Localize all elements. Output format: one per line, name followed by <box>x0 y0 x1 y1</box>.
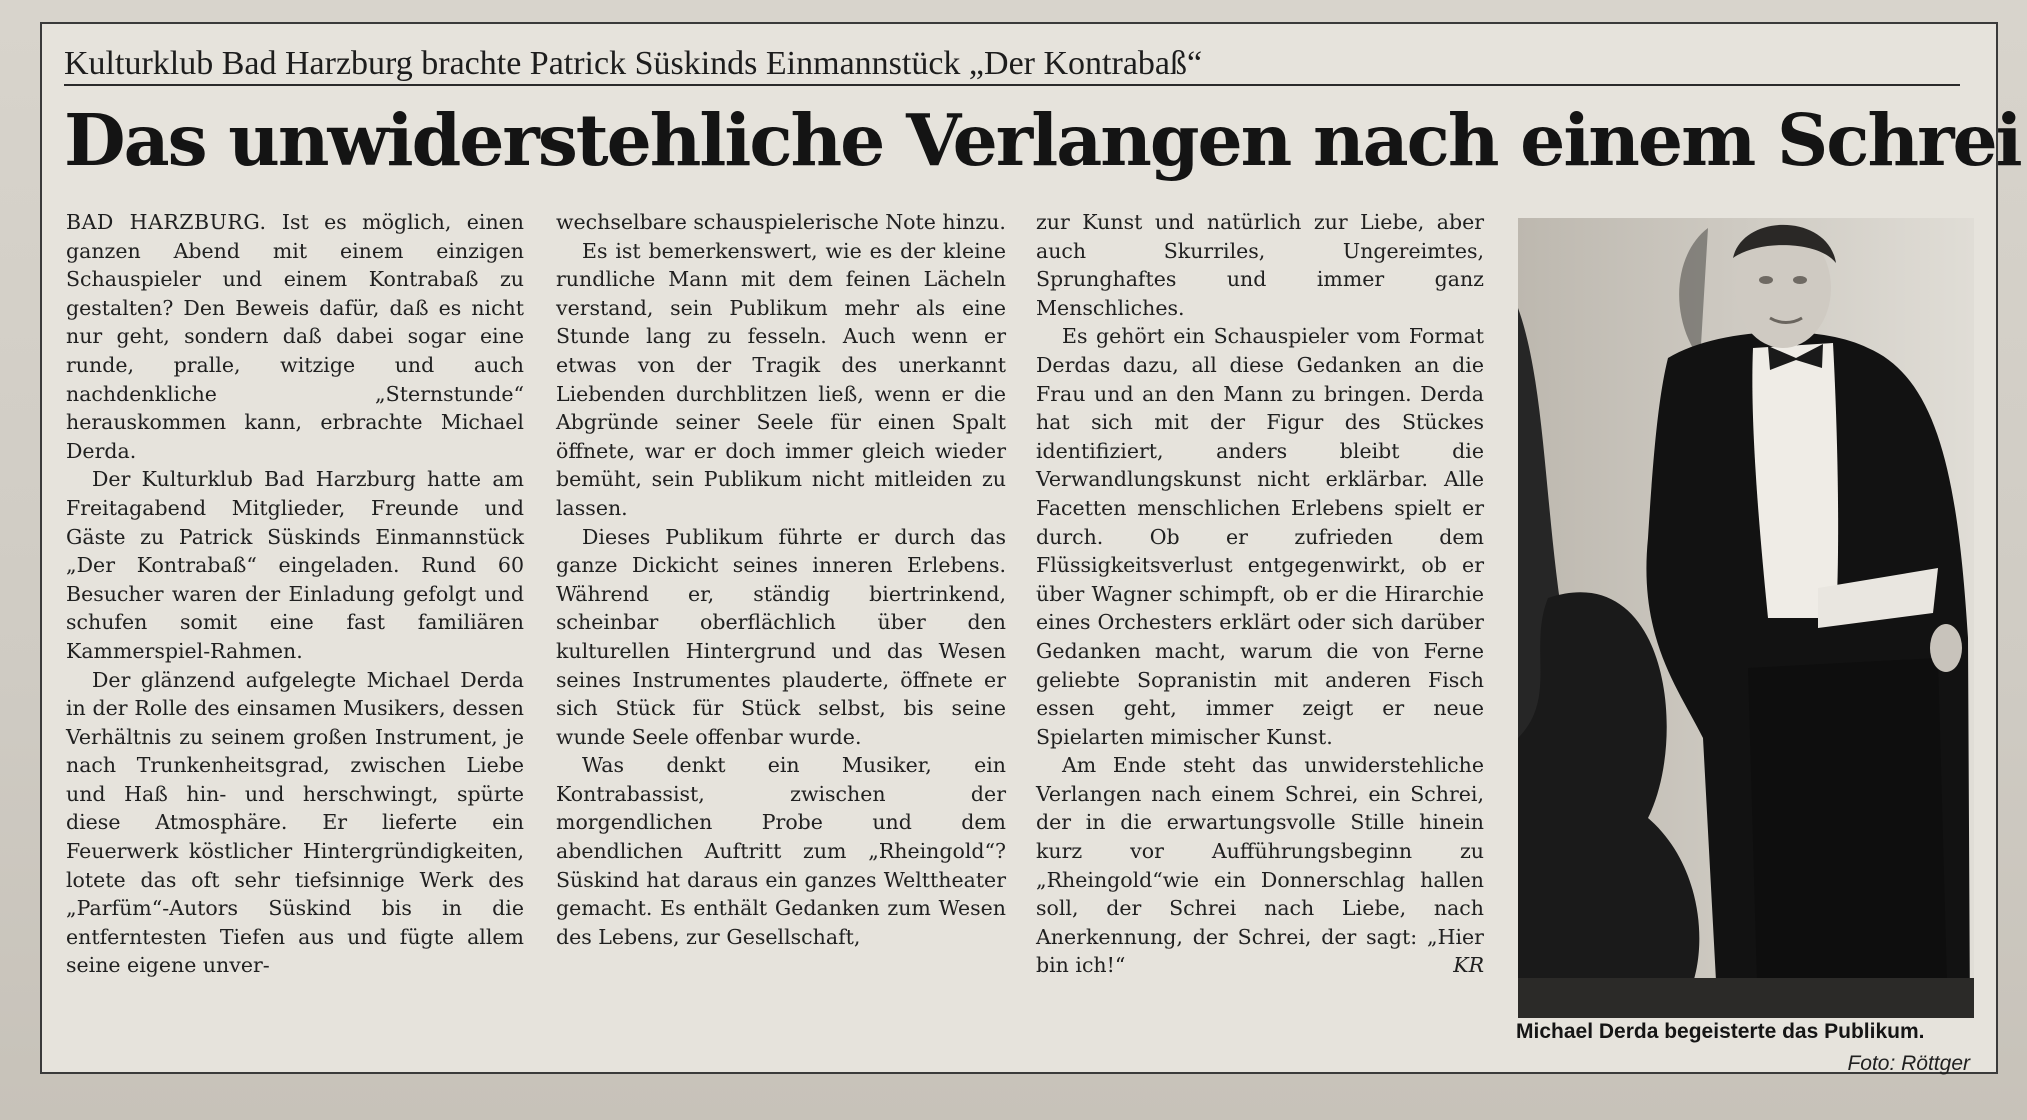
paragraph: Der Kulturklub Bad Harzburg hatte am Freitagabend Mitglieder, Freunde und Gäste zu Patrick Süskinds Einmannstück „Der Kontrabaß“ eingeladen. Rund 60 Besucher waren der Einladung gefolgt und schufen somit eine fast familiären Kammerspiel-Rahmen. <box>66 467 524 663</box>
paragraph: Es ist bemerkenswert, wie es der kleine rundliche Mann mit dem feinen Lächeln verstand, sein Publikum mehr als eine Stunde lang zu fesseln. Auch wenn er etwas von der Tragik des unerkannt Liebenden durchblitzen ließ, wenn er die Abgründe seiner Seele für einen Spalt öffnete, war er doch immer gleich wieder bemüht, sein Publikum nicht mitleiden zu lassen. <box>556 238 1006 520</box>
paragraph <box>66 208 524 465</box>
paragraph-text: Ist es möglich, einen ganzen Abend mit einem einzigen Schauspieler und einem Kontrabaß zu gestalten? Den Beweis dafür, daß es nicht nur geht, sondern daß dabei sogar eine runde, pralle, witzige und auch nachdenkliche „Sternstunde“ herauskommen kann, erbrachte Michael Derda. <box>66 210 524 463</box>
author-signature: KR <box>1453 953 1484 978</box>
paragraph: Dieses Publikum führte er durch das ganze Dickicht seines inneren Erlebens. Während er, ständig biertrinkend, scheinbar oberflächlich über den kulturellen Hintergrund und das Wesen seines Instrumentes plauderte, öffnete er sich Stück für Stück selbst, bis seine wunde Seele offenbar wurde. <box>556 524 1006 749</box>
article-photo <box>1518 218 1974 1018</box>
text-column-1 <box>66 208 524 980</box>
paragraph: zur Kunst und natürlich zur Liebe, aber auch Skurriles, Ungereimtes, Sprunghaftes und immer ganz Menschliches. <box>1036 210 1484 320</box>
paragraph: Es gehört ein Schauspieler vom Format Derdas dazu, all diese Gedanken an die Frau und an den Mann zu bringen. Derda hat sich mit der Figur des Stückes identifiziert, anders bleibt die Verwandlungskunst nicht erklärbar. Alle Facetten menschlichen Erlebens spielt er durch. Ob er zufrieden dem Flüssigkeitsverlust entgegenwirkt, ob er über Wagner schimpft, ob er die Hirarchie eines Orchesters erklärt oder sich darüber Gedanken macht, warum die von Ferne geliebte Sopranistin mit anderen Fisch essen geht, immer zeigt er neue Spielarten mimischer Kunst. <box>1036 324 1484 749</box>
paragraph-text: Am Ende steht das unwiderstehliche Verlangen nach einem Schrei, ein Schrei, der in die erwartungsvolle Stille hinein kurz vor Aufführungsbeginn zu „Rheingold“wie ein Donnerschlag hallen soll, der Schrei nach Liebe, nach Anerkennung, der Schrei, der sagt: „Hier bin ich!“ <box>1036 753 1484 978</box>
paragraph: Der glänzend aufgelegte Michael Derda in der Rolle des einsamen Musikers, dessen Verhältnis zu seinem großen Instrument, je nach Trunkenheitsgrad, zwischen Liebe und Haß hin- und herschwingt, spürte diese Atmosphäre. Er lieferte ein Feuerwerk köstlicher Hintergründigkeiten, lotete das oft sehr tiefsinnige Werk des „Parfüm“-Autors Süskind bis in die entferntesten Tiefen aus und fügte allem seine eigene unver- <box>66 667 524 978</box>
text-column-2 <box>556 208 1006 951</box>
paragraph: wechselbare schauspielerische Note hinzu. <box>556 210 1006 234</box>
photo-credit: Foto: Röttger <box>1847 1052 1970 1075</box>
paragraph: Was denkt ein Musiker, ein Kontrabassist, zwischen der morgendlichen Probe und dem abendlichen Auftritt zum „Rheingold“? Süskind hat daraus ein ganzes Welttheater gemacht. Es enthält Gedanken zum Wesen des Lebens, zur Gesellschaft, <box>556 753 1006 949</box>
photo-caption: Michael Derda begeisterte das Publikum. <box>1516 1020 1925 1043</box>
dateline: BAD HARZBURG. <box>66 210 267 234</box>
photo-actor-on-stage <box>1518 218 1974 1018</box>
paragraph <box>1036 751 1484 980</box>
article-kicker: Kulturklub Bad Harzburg brachte Patrick Süskinds Einmannstück „Der Kontrabaß“ <box>64 44 1960 86</box>
article-headline: Das unwiderstehliche Verlangen nach einem Schrei <box>64 98 2021 182</box>
text-column-3 <box>1036 208 1484 980</box>
